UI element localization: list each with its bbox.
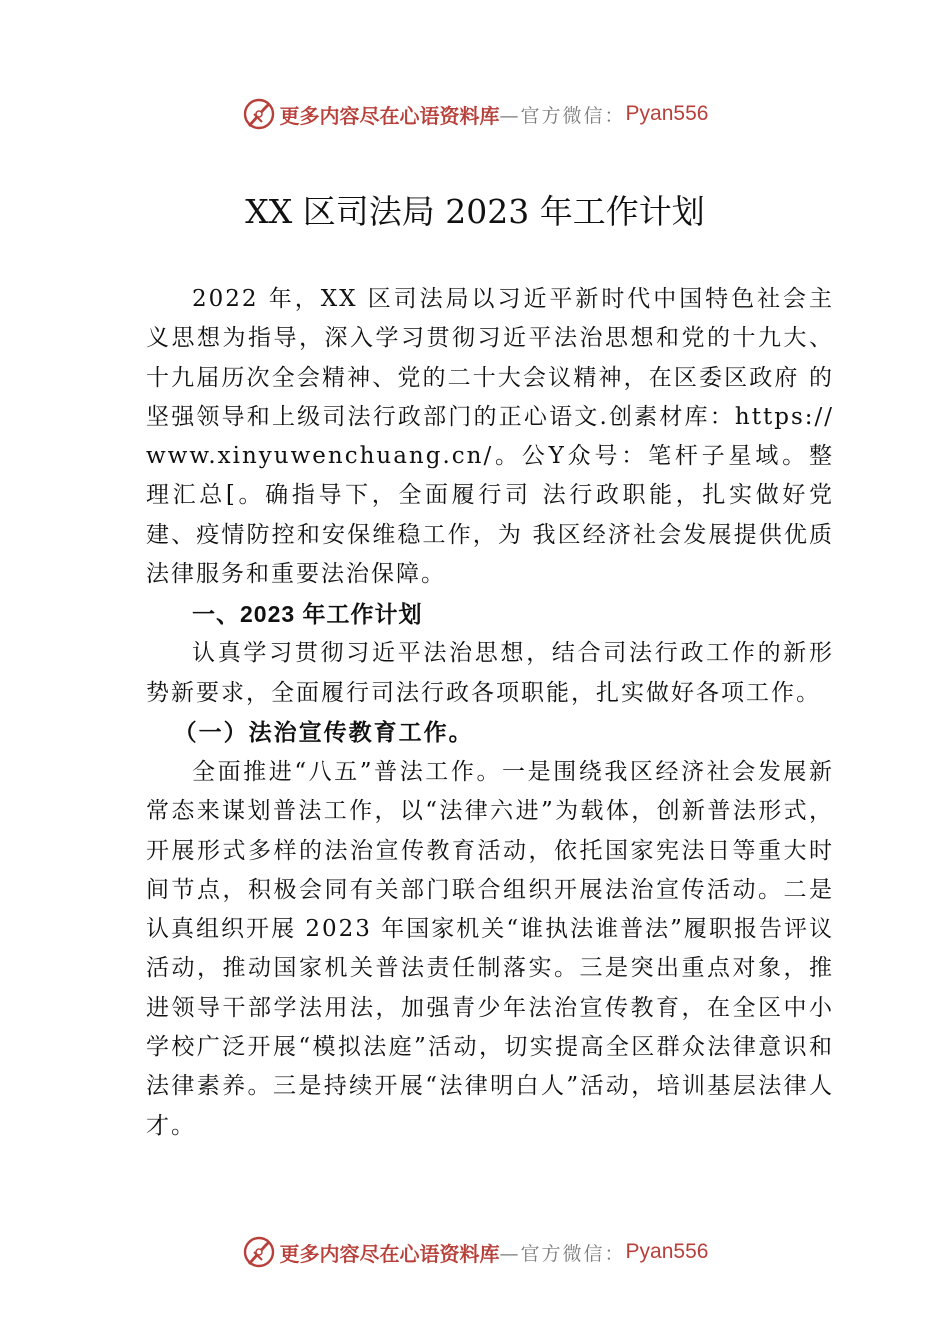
banner-brand-text: 更多内容尽在心语资料库 xyxy=(279,1241,500,1266)
banner-wechat-id: Pyan556 xyxy=(625,102,709,125)
document-title: XX 区司法局 2023 年工作计划 xyxy=(245,192,705,231)
intro-paragraph: 2022 年，XX 区司法局以习近平新时代中国特色社会主义思想为指导，深入学习贯彻习近平法治思想和党的十九大、十九届历次全会精神、党的二十大会议精神，在区委区政府 的坚强领导和上级司法行政部门的正心语文.创素材库：https://www.xinyuwenchuang.cn/。公Y众号：笔杆子星域。整理汇总[。确指导下，全面履行司 法行政职能，扎实做好党建、疫情防控和安保维稳工作，为 我区经济社会发展提供优质法律服务和重要法治保障。 xyxy=(146,286,834,588)
subsection-1-paragraph: 全面推进“八五”普法工作。一是围绕我区经济社会发展新常态来谋划普法工作，以“法律六进”为载体，创新普法形式，开展形式多样的法治宣传教育活动，依托国家宪法日等重大时间节点，积极会同有关部门联合组织开展法治宣传活动。二是认真组织开展 2023 年国家机关“谁执法谁普法”履职报告评议活动，推动国家机关普法责任制落实。三是突出重点对象，推进领导干部学法用法，加强青少年法治宣传教育，在全区中小学校广泛开展“模拟法庭”活动，切实提高全区群众法律意识和法律素养。三是持续开展“法律明白人”活动，培训基层法律人才。 xyxy=(146,758,834,1139)
section-1-paragraph: 认真学习贯彻习近平法治思想，结合司法行政工作的新形势新要求，全面履行司法行政各项职能，扎实做好各项工作。 xyxy=(146,640,834,706)
pen-nib-circle-logo-icon xyxy=(242,97,276,131)
banner-contact-label: —官方微信： xyxy=(499,1242,626,1265)
pen-nib-circle-logo-icon xyxy=(242,1235,276,1269)
banner-contact-label: —官方微信： xyxy=(499,104,626,127)
header-watermark-banner xyxy=(0,94,950,134)
subsection-heading-1: （一）法治宣传教育工作。 xyxy=(173,718,474,746)
document-body xyxy=(146,280,834,1146)
section-heading-1: 一、2023 年工作计划 xyxy=(192,601,423,628)
banner-brand-text: 更多内容尽在心语资料库 xyxy=(279,103,500,128)
banner-wechat-id: Pyan556 xyxy=(625,1240,709,1263)
footer-watermark-banner xyxy=(0,1232,950,1272)
